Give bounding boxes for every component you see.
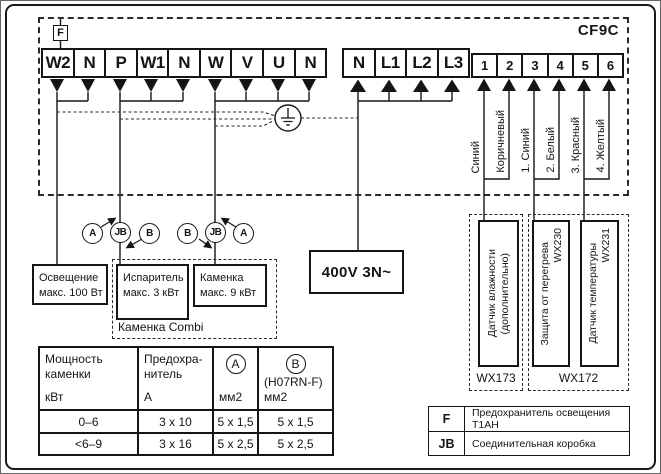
table-header-cable-b	[259, 348, 332, 411]
table-cell: 0–6	[40, 411, 139, 434]
overheat-protection-box	[532, 220, 570, 367]
wire-color-label	[467, 83, 484, 173]
terminal-2: 2	[496, 53, 523, 78]
terminal-v: V	[230, 48, 264, 78]
header-cable-a-unit: мм2	[219, 390, 243, 404]
terminal-n: N	[342, 48, 376, 78]
legend-jb-desc: Соединительная коробка	[472, 437, 596, 450]
junction-box-circle: JB	[110, 222, 131, 243]
terminal-1: 1	[471, 53, 498, 78]
terminal-u: U	[262, 48, 296, 78]
humidity-sensor-note: (дополнительно)	[499, 252, 511, 335]
overheat-protection-name: Защита от перегрева	[538, 241, 551, 346]
temperature-sensor-code: WX231	[600, 228, 612, 263]
light-load-box: Освещение макс. 100 Вт	[32, 264, 108, 305]
legend-fuse-desc: Предохранитель освещения T1AH	[465, 407, 629, 432]
table-header-fuse	[139, 348, 214, 411]
table-cell: 5 x 2,5	[277, 437, 314, 451]
header-power-unit: кВт	[45, 390, 64, 404]
header-fuse-title: Предохра- нитель	[144, 352, 203, 381]
sensor-terminal-strip	[471, 53, 624, 78]
wire-color-label	[542, 83, 559, 173]
terminal-n: N	[294, 48, 328, 78]
wire-color-text: Коричневый	[494, 110, 507, 173]
terminal-l2: L2	[405, 48, 439, 78]
supply-terminal-strip	[342, 48, 470, 78]
header-power-title: Мощность каменки	[45, 352, 103, 381]
table-header-cable-a	[214, 348, 259, 411]
wx173-label: WX173	[476, 371, 516, 385]
table-cell: 5 x 1,5	[259, 411, 332, 434]
legend-table	[428, 406, 630, 456]
terminal-l1: L1	[374, 48, 408, 78]
wire-color-label	[567, 83, 584, 173]
table-header-power	[40, 348, 139, 411]
table-cell: 5 x 2,5	[214, 434, 259, 454]
table-cell: 3 x 10	[139, 411, 214, 434]
terminal-4: 4	[547, 53, 574, 78]
wire-color-label	[492, 83, 509, 173]
junction-box-circle: JB	[205, 222, 226, 243]
evaporator-box: Испаритель макс. 3 кВт	[116, 264, 189, 320]
terminal-l3: L3	[437, 48, 471, 78]
header-cable-b-note: (H07RN-F) мм2	[264, 375, 323, 404]
wire-color-text: Синий	[469, 140, 482, 173]
header-fuse-unit: А	[144, 390, 153, 404]
connector-a-circle: A	[233, 223, 254, 244]
humidity-sensor-box	[478, 220, 519, 367]
wx172-label: WX172	[558, 371, 599, 385]
circled-a-icon: A	[226, 354, 246, 374]
wire-color-label	[517, 83, 534, 173]
terminal-n: N	[167, 48, 201, 78]
wire-color-label	[592, 83, 609, 173]
wire-color-text: 2. Белый	[544, 127, 557, 173]
legend-jb-key: JB	[429, 432, 465, 455]
temperature-sensor-box	[580, 220, 619, 367]
terminal-w2: W2	[41, 48, 75, 78]
terminal-p: P	[104, 48, 138, 78]
control-unit-outline	[38, 17, 629, 196]
wire-color-text: 1. Синий	[519, 128, 532, 173]
heater-box: Каменка макс. 9 кВт	[193, 264, 267, 307]
wire-color-text: 4. Желтый	[594, 119, 607, 173]
connector-a-circle: A	[82, 223, 103, 244]
wire-color-text: 3. Красный	[569, 116, 582, 173]
terminal-3: 3	[521, 53, 548, 78]
connector-b-circle: B	[139, 223, 160, 244]
overheat-protection-code: WX230	[551, 228, 564, 263]
connector-b-circle: B	[177, 223, 198, 244]
humidity-sensor-name: Датчик влажности	[486, 249, 498, 338]
model-label: CF9C	[577, 22, 619, 39]
legend-fuse-key: F	[429, 407, 465, 432]
terminal-n: N	[73, 48, 107, 78]
temperature-sensor-name: Датчик температуры	[587, 243, 599, 344]
lighting-fuse-box: F	[53, 25, 68, 41]
power-cable-table	[38, 346, 334, 456]
terminal-w: W	[199, 48, 233, 78]
terminal-5: 5	[572, 53, 599, 78]
table-cell: 3 x 16	[139, 434, 214, 454]
terminal-6: 6	[597, 53, 624, 78]
table-cell: <6–9	[40, 434, 139, 454]
terminal-w1: W1	[136, 48, 170, 78]
combi-label: Каменка Combi	[118, 320, 204, 334]
circled-b-icon: B	[286, 354, 306, 374]
table-cell: 5 x 1,5	[214, 411, 259, 434]
mains-supply-box: 400V 3N~	[309, 250, 404, 294]
main-terminal-strip	[41, 48, 327, 78]
